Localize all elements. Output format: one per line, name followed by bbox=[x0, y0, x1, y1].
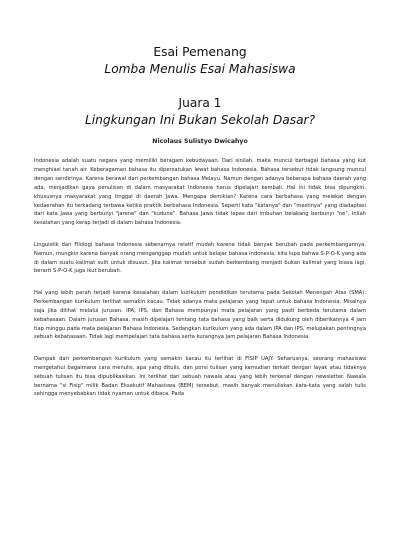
essay-heading bbox=[34, 95, 366, 128]
award-label: Juara 1 bbox=[178, 96, 222, 110]
document-heading bbox=[34, 44, 366, 77]
essay-title: Lingkungan Ini Bukan Sekolah Dasar? bbox=[84, 112, 316, 127]
body-paragraph-4: Dampak dari perkembangan kurikulum yang semakin kacau itu terlihat di FISIP UAJY. Seharusnya, seorang mahasiswa mengetahui bagaimana cara menulis, apa yang ditulis, dan porsi tulisan yang kemudian terkait dengan layak atau tidaknya sebuah tulisan itu bisa dipublikasikan. Ini terlihat dari sebuah nawala atau yang lebih terkenal dengan newsletter. Nawala bernama "si Fisip" milik Badan Eksekutif Mahasiswa (BEM) tersebut, masih banyak menuliskan kata-kata yang salah tulis sehingga menyebabkan tidak nyaman untuk dibaca. Pada bbox=[34, 355, 366, 398]
body-paragraph-3: Hal yang lebih parah terjadi karena kesalahan dalam kurikulum pendidikan terutama pada Sekolah Menengah Atas (SMA). Perkembangan kurikulum terlihat semakin kacau. Tidak adanya mata pelajaran yang tepat untuk bahasa Indonesia. Misalnya saja jika dilihat melalui jurusan. IPA, IPS, dan Bahasa mempunyai mata pelajaran yang pasti berbeda terutama dalam kebahasaan. Dalam jurusan Bahasa, masih dipelajari tentang tata bahasa yang baik serta didukung oleh diberikannya 4 jam tiap minggu pada mata pelajaran Bahasa Indonesia. Sedangkan kurikulum yang ada dalam IPA dan IPS, melupakan pentingnya sebuah kebahasaan. Tidak lagi mempelajari tata bahasa serta kurangnya jam pelajaran Bahasa Indonesia. bbox=[34, 289, 366, 341]
body-paragraph-2: Linguistik dan Filologi bahasa Indonesia sebenarnya relatif mudah karena tidak banyak berubah pada perkembangannya. Namun, mungkin karena banyak orang menganggap mudah untuk belajar bahasa Indonesia, kita lupa bahwa S-P-O-K yang ada di dalam suatu kalimat sulit untuk disusun. Jika kalimat tersebut sudah berkembang menjadi bukan kalimat yang biasa lagi, berarti S-P-O-K juga ikut berubah. bbox=[34, 241, 366, 275]
body-paragraph-1: Indonesia adalah suatu negara yang memiliki beragam kebudayaan. Dari sinilah, maka muncul berbagai bahasa yang kut menghiasi tanah air. Keberagaman bahasa itu dipersatukan lewat bahasa Indonesia. Bahasa tersebut tidak langsung muncul dengan sendirinya. Karena berawal dari perkembangan bahasa Melayu. Namun dengan adanya beberapa bahasa daerah yang ada, menjadikan gaya penulisan di dalam masyarakat Indonesia harus dipelajari kembali. Hal ini tidak bisa dipungkiri, khususnya masyarakat yang tinggal di daerah Jawa. Mengapa demikian? Karena cara berbahasa yang melekat dengan kedaerahan itu terkadang terbawa ketika praktik berbahasa Indonesia. Seperti kata "katanya" dan "mestinya" yang diadaptasi dari kata Jawa yang berbunyi "jarene" dan "kudune". Bahasa Jawa tidak lepas dari imbuhan belakang berbunyi "ne". Inilah kesalahan yang kerap terjadi di dalam bahasa Indonesia. bbox=[34, 158, 366, 227]
heading-line-2: Lomba Menulis Esai Mahasiswa bbox=[104, 61, 296, 76]
author-name: Nicolaus Sulistyo Dwicahyo bbox=[152, 138, 248, 145]
heading-line-1: Esai Pemenang bbox=[153, 45, 247, 59]
